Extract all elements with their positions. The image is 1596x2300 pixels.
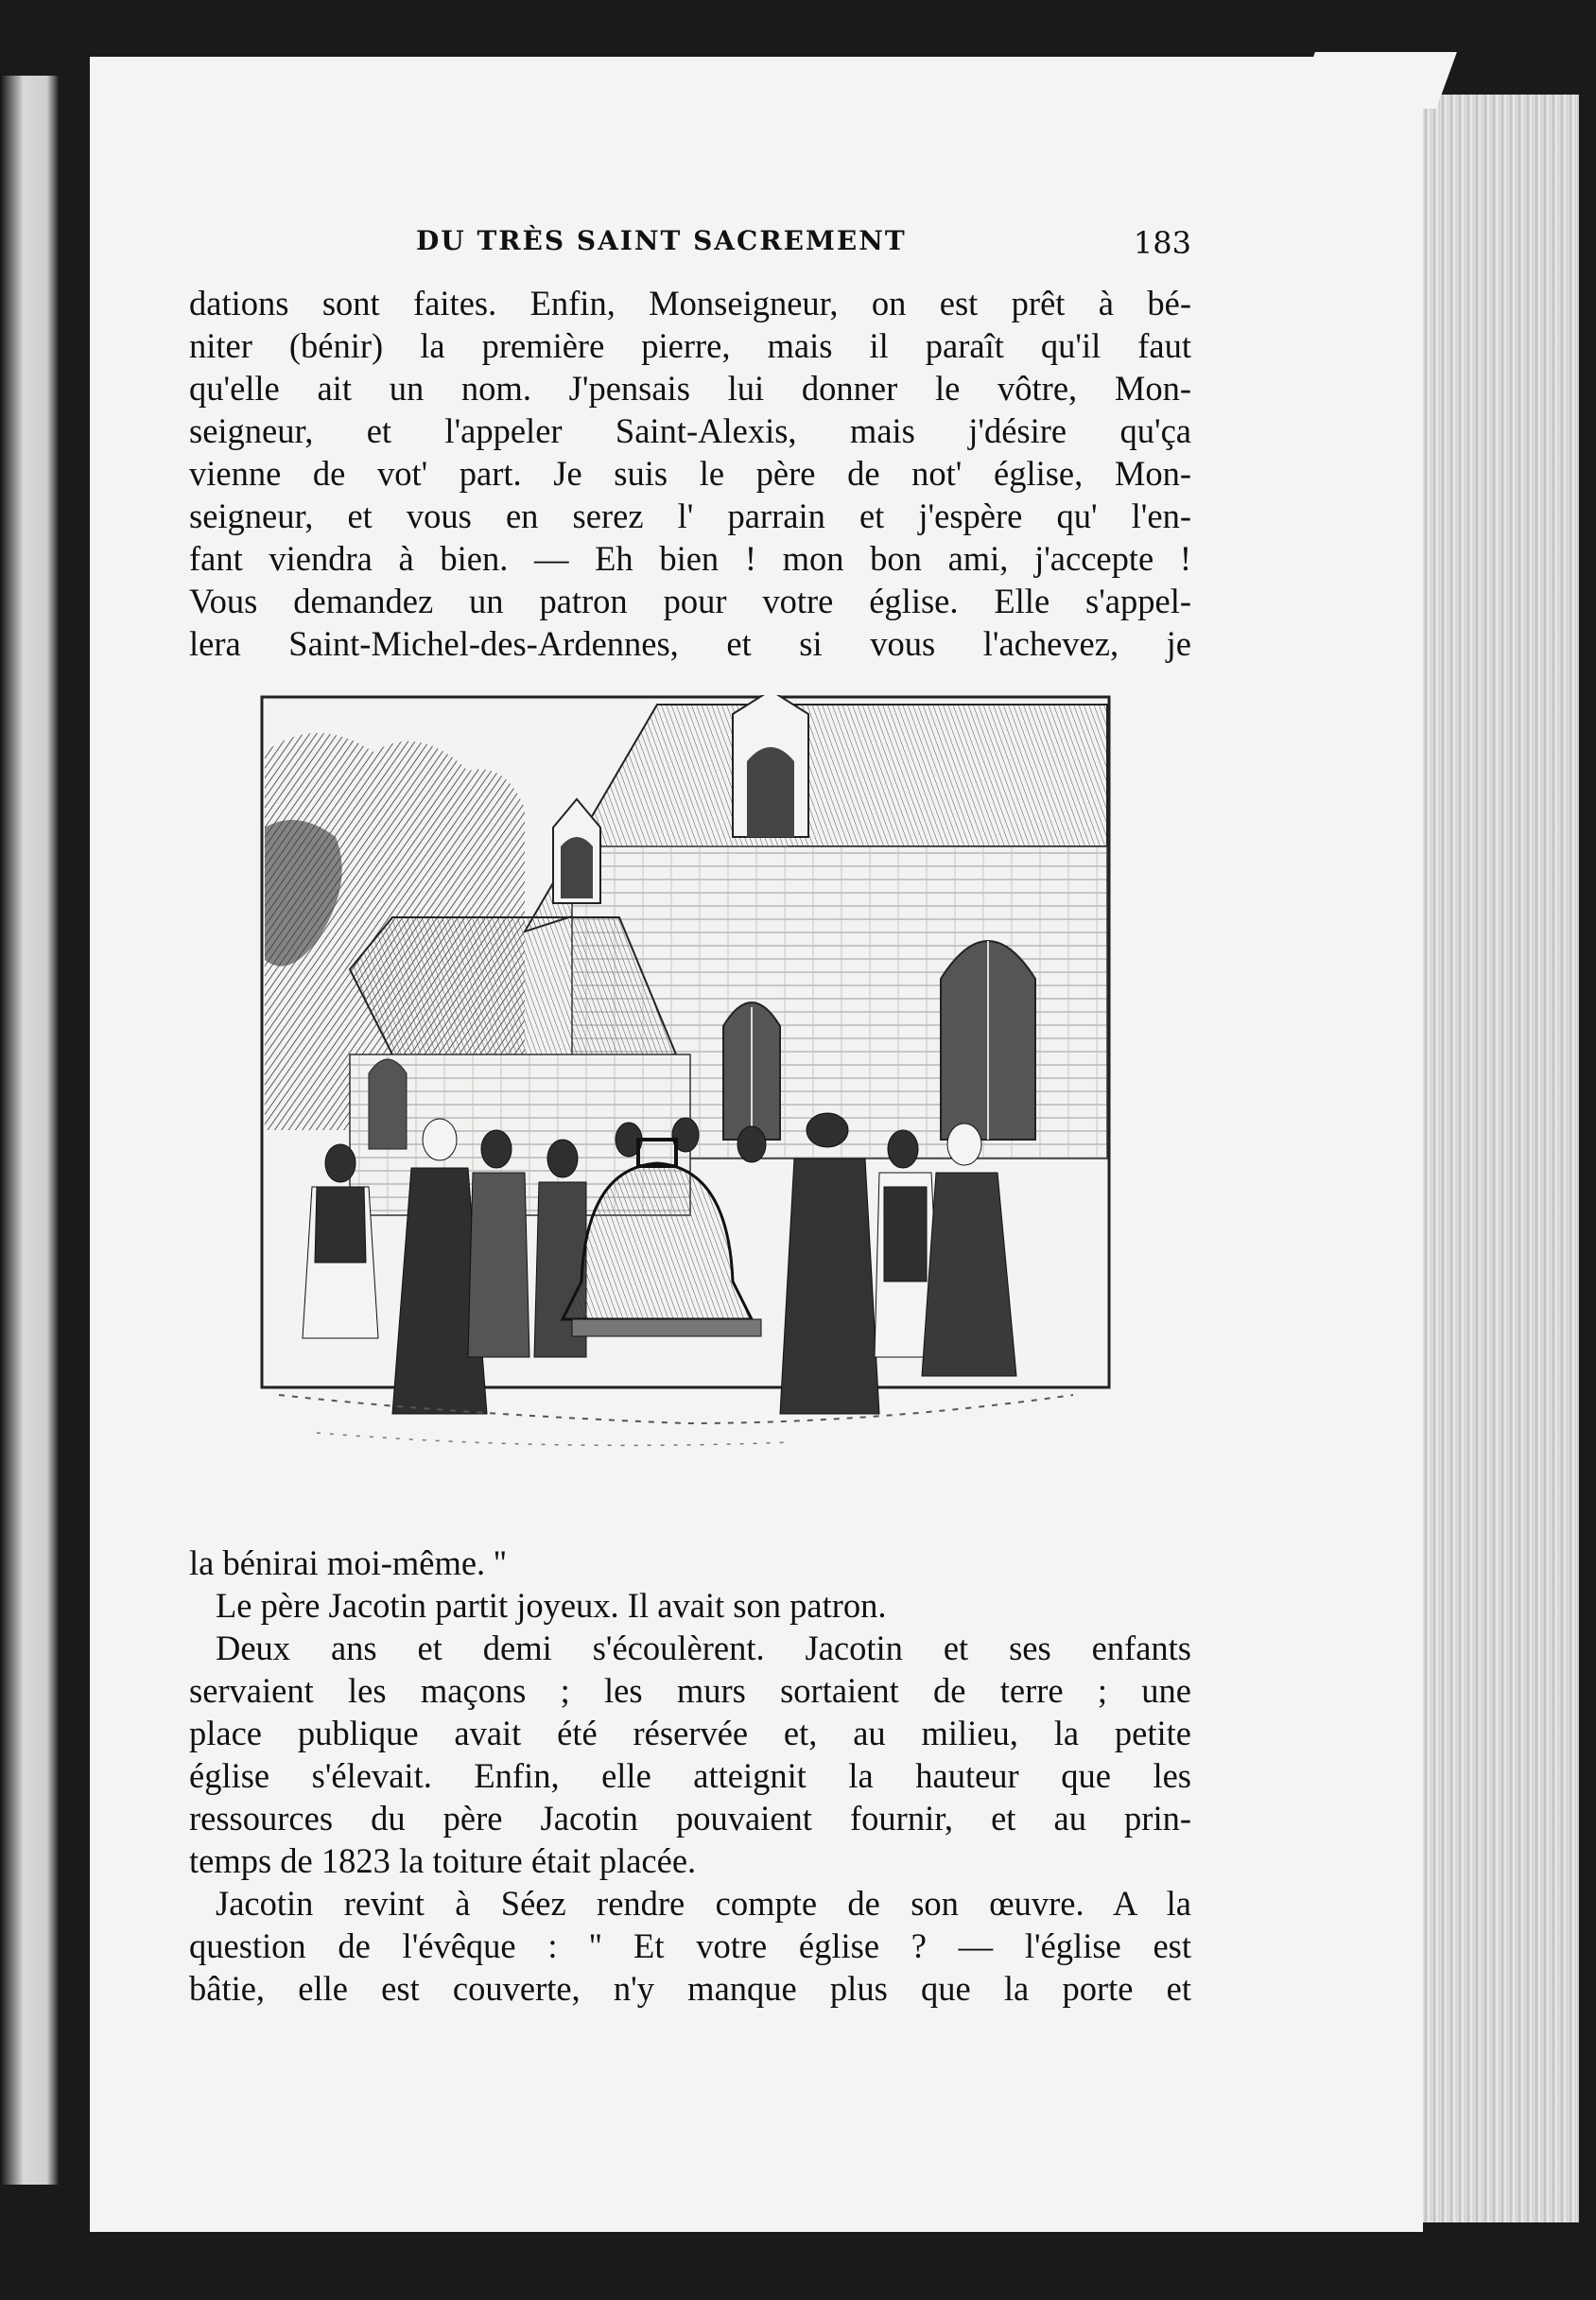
text-line: Vous demandez un patron pour votre église. Elle s'appel- [189,582,1191,620]
text-line: ressources du père Jacotin pouvaient fournir, et au prin- [189,1799,1191,1838]
text-line: seigneur, et vous en serez l' parrain et j'espère qu' l'en- [189,497,1191,535]
text-line: bâtie, elle est couverte, n'y manque plus que la porte et [189,1969,1191,2008]
text-line: lera Saint-Michel-des-Ardennes, et si vous l'achevez, je [189,624,1191,663]
page-number: 183 [1133,225,1191,261]
page-header [416,225,1191,272]
text-line: temps de 1823 la toiture était placée. [189,1841,697,1880]
text-line: vienne de vot' part. Je suis le père de not' église, Mon- [189,454,1191,493]
text-line: Jacotin revint à Séez rendre compte de son œuvre. A la [216,1884,1191,1923]
text-line: dations sont faites. Enfin, Monseigneur, on est prêt à bé- [189,284,1191,322]
text-line: la bénirai moi-même. '' [189,1543,507,1582]
page-block-edges [1423,95,1579,2222]
text-line: Le père Jacotin partit joyeux. Il avait son patron. [216,1586,887,1625]
text-line: Deux ans et demi s'écoulèrent. Jacotin et ses enfants [216,1629,1191,1667]
facing-page-edge [0,76,59,2185]
text-line: seigneur, et l'appeler Saint-Alexis, mais j'désire qu'ça [189,411,1191,450]
text-line: église s'élevait. Enfin, elle atteignit la hauteur que les [189,1756,1191,1795]
text-line: question de l'évêque : '' Et votre église ? — l'église est [189,1926,1191,1965]
running-head: DU TRÈS SAINT SACREMENT [416,225,907,256]
text-line: servaient les maçons ; les murs sortaient de terre ; une [189,1671,1191,1710]
text-line: fant viendra à bien. — Eh bien ! mon bon ami, j'accepte ! [189,539,1191,578]
text-line: place publique avait été réservée et, au milieu, la petite [189,1714,1191,1752]
bottom-paragraphs [189,1542,1191,2010]
text-line: qu'elle ait un nom. J'pensais lui donner le vôtre, Mon- [189,369,1191,408]
text-line: niter (bénir) la première pierre, mais il paraît qu'il faut [189,326,1191,365]
top-paragraph [189,282,1191,665]
page-corner [1294,52,1457,109]
church-bell-illustration [260,695,1111,1518]
